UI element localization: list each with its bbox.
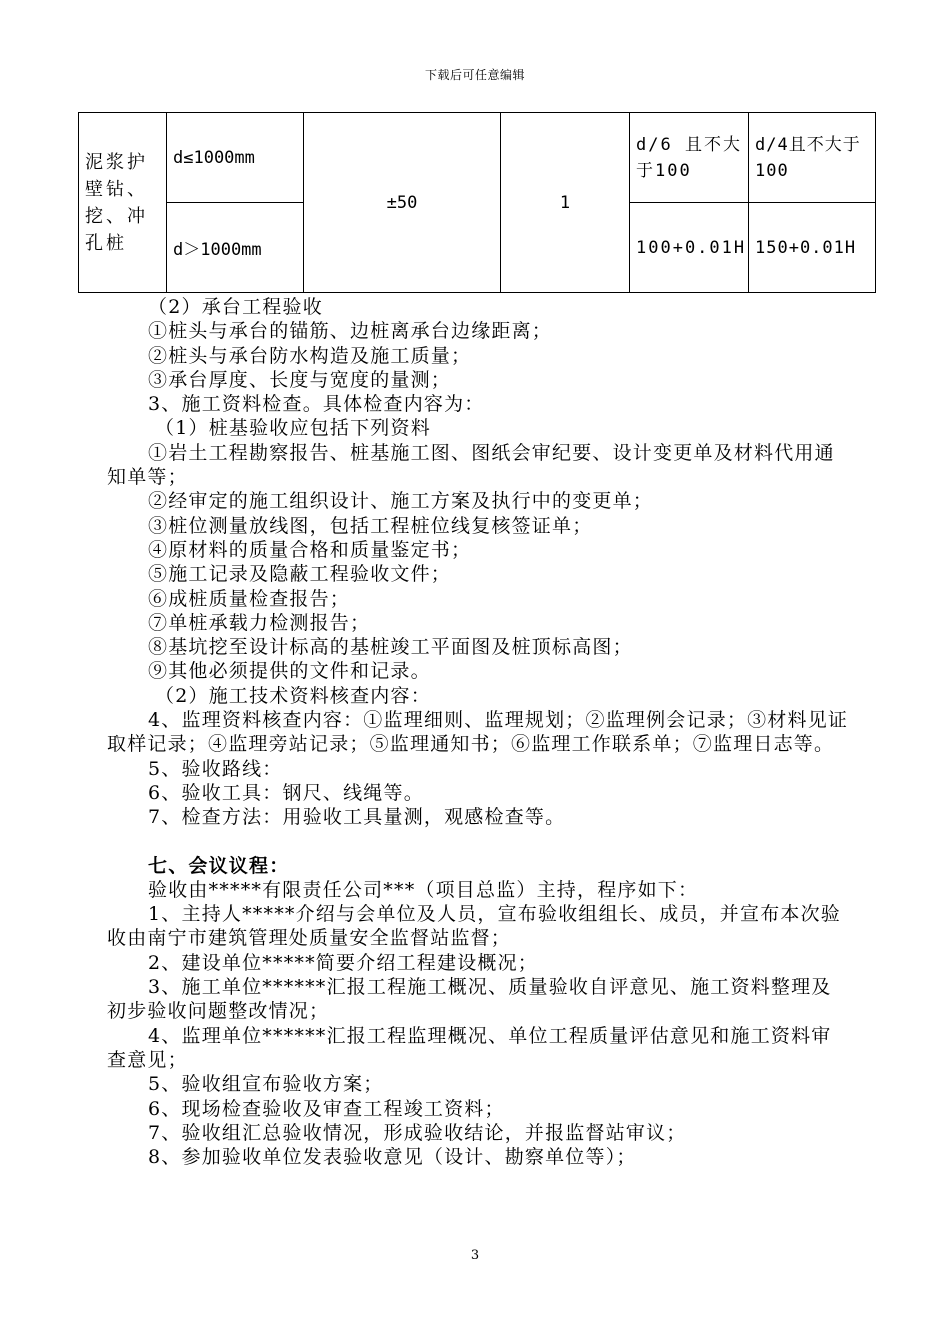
paragraph: 验收由*****有限责任公司***（项目总监）主持，程序如下：	[148, 878, 699, 901]
paragraph: 7、验收组汇总验收情况，形成验收结论，并报监督站审议；	[148, 1121, 687, 1144]
paragraph: （2）施工技术资料核查内容：	[155, 684, 431, 707]
document-body	[107, 295, 849, 1169]
paragraph: 4、监理单位******汇报工程监理概况、单位工程质量评估意见和施工资料审查意见；	[107, 1024, 832, 1071]
paragraph: 7、检查方法：用验收工具量测，观感检查等。	[148, 806, 566, 829]
diameter-cell: d≤1000mm	[167, 113, 304, 203]
paragraph: ②经审定的施工组织设计、施工方案及执行中的变更单；	[148, 490, 654, 513]
pile-category-cell: 泥浆护壁钻、挖、冲孔桩	[79, 113, 167, 293]
paragraph: ②桩头与承台防水构造及施工质量；	[148, 344, 472, 367]
tolerance-cell: ±50	[304, 113, 501, 293]
paragraph: 6、现场检查验收及审查工程竣工资料；	[148, 1097, 505, 1120]
paragraph: （2）承台工程验收	[148, 296, 323, 318]
paragraph: 2、建设单位*****简要介绍工程建设概况；	[148, 951, 538, 974]
paragraph: 3、施工单位******汇报工程施工概况、质量验收自评意见、施工资料整理及初步验收问题整改情况；	[107, 976, 832, 1023]
paragraph: 8、参加验收单位发表验收意见（设计、勘察单位等）；	[148, 1146, 637, 1169]
paragraph: ③承台厚度、长度与宽度的量测；	[148, 368, 452, 391]
paragraph: ①桩头与承台的锚筋、边桩离承台边缘距离；	[148, 320, 553, 343]
paragraph: 5、验收组宣布验收方案；	[148, 1073, 384, 1096]
paragraph: ⑥成桩质量检查报告；	[148, 587, 351, 610]
deviation-a-cell: 100+0.01H	[630, 203, 749, 293]
page-number: 3	[470, 1248, 480, 1263]
paragraph: ⑦单桩承载力检测报告；	[148, 611, 371, 634]
table-row	[79, 113, 876, 203]
paragraph: ⑧基坑挖至设计标高的基桩竣工平面图及桩顶标高图；	[148, 636, 633, 659]
count-cell: 1	[501, 113, 630, 293]
section-heading: 七、会议议程：	[148, 854, 290, 877]
paragraph: ③桩位测量放线图，包括工程桩位线复核签证单；	[148, 514, 593, 537]
paragraph: 4、监理资料核查内容：①监理细则、监理规划；②监理例会记录；③材料见证取样记录；④监理旁站记录；⑤监理通知书；⑥监理工作联系单；⑦监理日志等。	[107, 709, 849, 756]
paragraph: （1）桩基验收应包括下列资料	[155, 417, 431, 440]
deviation-b-cell: 150+0.01H	[749, 203, 876, 293]
paragraph: ⑨其他必须提供的文件和记录。	[148, 660, 431, 683]
paragraph: ①岩土工程勘察报告、桩基施工图、图纸会审纪要、设计变更单及材料代用通知单等；	[107, 441, 835, 489]
paragraph: 1、主持人*****介绍与会单位及人员，宣布验收组组长、成员，并宣布本次验收由南宁市建筑管理处质量安全监督站监督；	[107, 903, 841, 950]
paragraph: ⑤施工记录及隐蔽工程验收文件；	[148, 563, 452, 586]
pile-tolerance-table	[78, 112, 876, 293]
diameter-cell: d＞1000mm	[167, 203, 304, 293]
paragraph: 6、验收工具：钢尺、线绳等。	[148, 781, 424, 804]
page-header: 下载后可任意编辑	[424, 68, 525, 82]
deviation-a-cell: d/6 且不大于100	[630, 113, 749, 203]
paragraph: ④原材料的质量合格和质量鉴定书；	[148, 538, 472, 561]
paragraph: 3、施工资料检查。具体检查内容为：	[148, 393, 485, 416]
deviation-b-cell: d/4且不大于100	[749, 113, 876, 203]
paragraph: 5、验收路线：	[148, 757, 283, 780]
